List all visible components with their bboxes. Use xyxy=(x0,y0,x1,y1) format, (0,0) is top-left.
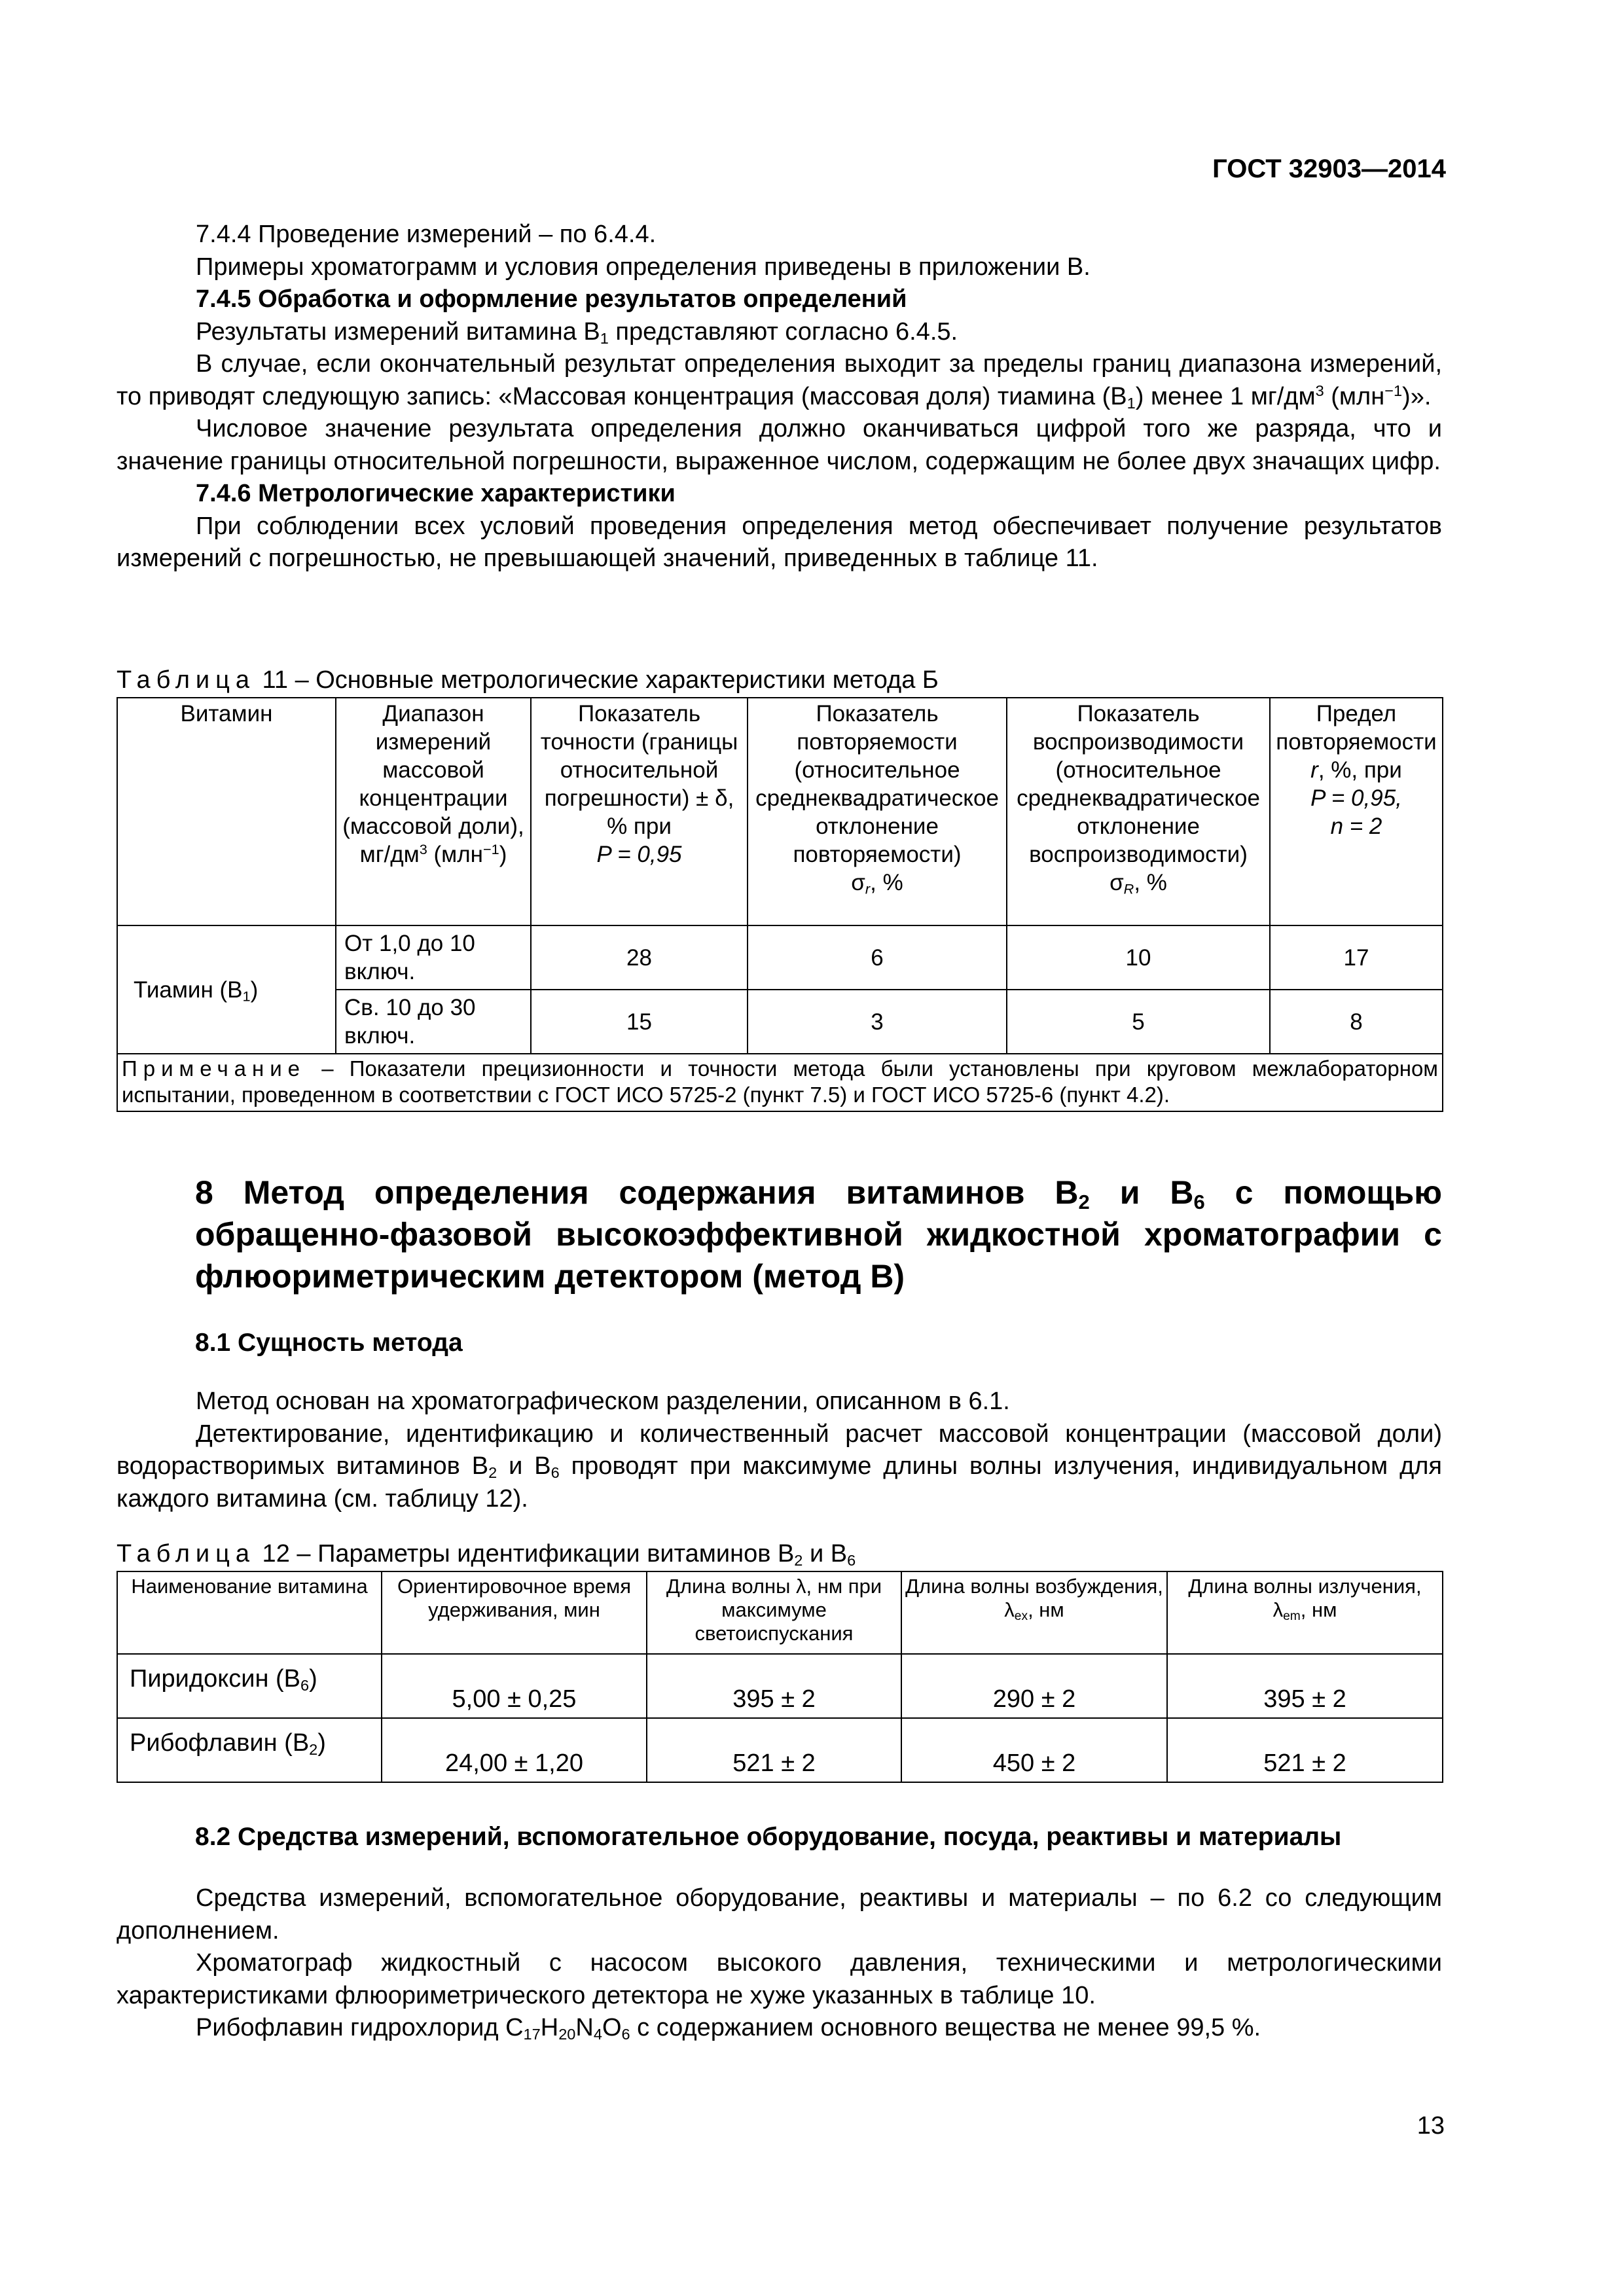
table-12-caption: Таблица 12 – Параметры идентификации витаминов $В_2$ и $В_6$ xyxy=(117,1540,856,1569)
table-12-header-row xyxy=(117,1571,1443,1654)
table-row xyxy=(117,925,1443,990)
paragraph-compliance: При соблюдении всех условий проведения определения метод обеспечивает получение результатов измерений с погрешностью, не превышающей значений, приведенных в таблице 11. xyxy=(117,512,1442,572)
sr-cell: 6 xyxy=(748,925,1007,990)
document-header: ГОСТ 32903—2014 xyxy=(1212,154,1446,183)
wavelength-cell: 521 ± 2 xyxy=(647,1718,901,1782)
header-retention-time: Ориентировочное время удерживания, мин xyxy=(382,1571,647,1654)
paragraph-results: Результаты измерений витамина $В_1$ представляют согласно 6.4.5. xyxy=(196,317,958,347)
paragraph-means: Средства измерений, вспомогательное оборудование, реактивы и материалы – по 6.2 со следующим дополнением. xyxy=(117,1884,1442,1945)
sr-cell: 3 xyxy=(748,990,1007,1054)
header-range: Диапазон измерений массовой концентрации (массовой доли), $мг/дм^3$ (млн$^{-1}$) xyxy=(336,698,531,925)
vitamin-cell: Тиамин $(В_1)$ xyxy=(117,925,336,1054)
page-number: 13 xyxy=(1416,2112,1445,2140)
retention-time-cell: 24,00 ± 1,20 xyxy=(382,1718,647,1782)
paragraph-method-basis: Метод основан на хроматографическом разделении, описанном в 6.1. xyxy=(196,1388,1010,1415)
section-7-4-text xyxy=(117,219,1442,575)
range-cell: Св. 10 до 30 включ. xyxy=(336,990,531,1054)
header-excitation: Длина волны возбуждения, $\lambda_{ex}$, нм xyxy=(901,1571,1167,1654)
paragraph-out-of-range: В случае, если окончательный результат определения выходит за пределы границ диапазона измерений, то приводят следующую запись: «Массовая концентрация (массовая доля) тиамина $(В_1)$ менее 1 $мг/дм^3$ (млн$^{-1}$)». xyxy=(117,350,1442,412)
heading-8-2: 8.2 Средства измерений, вспомогательное оборудование, посуда, реактивы и материалы xyxy=(195,1823,1342,1851)
header-repeatability: Показатель повторяемости (относительное среднеквадратическое отклонение повторяемости) $\sigma_r$, % xyxy=(748,698,1007,925)
paragraph-riboflavin: Рибофлавин гидрохлорид $C_{17}H_{20}N_4O_6$ с содержанием основного вещества не менее 99,5 %. xyxy=(196,2014,1261,2043)
header-vitamin-name: Наименование витамина xyxy=(117,1571,382,1654)
paragraph-examples: Примеры хроматограмм и условия определения приведены в приложении В. xyxy=(196,253,1091,281)
emission-cell: 521 ± 2 xyxy=(1167,1718,1443,1782)
heading-8-1: 8.1 Сущность метода xyxy=(195,1329,463,1357)
table-11-header-row xyxy=(117,698,1443,925)
table-row xyxy=(117,1718,1443,1782)
vitamin-name-cell: Рибофлавин $(В_2)$ xyxy=(117,1718,382,1782)
excitation-cell: 290 ± 2 xyxy=(901,1654,1167,1718)
section-8-2-text xyxy=(117,1882,1442,2045)
table-row xyxy=(117,1654,1443,1718)
table-11 xyxy=(117,697,1443,1112)
section-8-title: 8 Метод определения содержания витаминов $В_2$ и $В_6$ с помощью обращенно-фазовой высокоэффективной жидкостной хроматографии с флюориметрическим детектором (метод В) xyxy=(195,1174,1442,1295)
table-11-note-row xyxy=(117,1054,1443,1111)
section-8-1-text xyxy=(117,1386,1442,1515)
sR-cell: 10 xyxy=(1007,925,1270,990)
table-11-caption: Таблица 11 – Основные метрологические характеристики метода Б xyxy=(117,666,939,694)
header-repeat-limit: Предел повторяемости r, %, при P = 0,95, n = 2 xyxy=(1270,698,1443,925)
table-11-note: Примечание – Показатели прецизионности и точности метода были установлены при круговом межлабораторном испытании, проведенном в соответствии с ГОСТ ИСО 5725-2 (пункт 7.5) и ГОСТ ИСО 5725-6 (пункт 4.2). xyxy=(117,1054,1443,1111)
header-emission: Длина волны излучения, $\lambda_{em}$, нм xyxy=(1167,1571,1443,1654)
excitation-cell: 450 ± 2 xyxy=(901,1718,1167,1782)
paragraph-7-4-4: 7.4.4 Проведение измерений – по 6.4.4. xyxy=(196,221,657,248)
emission-cell: 395 ± 2 xyxy=(1167,1654,1443,1718)
heading-7-4-6: 7.4.6 Метрологические характеристики xyxy=(196,480,676,507)
heading-7-4-5: 7.4.5 Обработка и оформление результатов определений xyxy=(196,285,907,313)
delta-cell: 15 xyxy=(531,990,748,1054)
r-cell: 17 xyxy=(1270,925,1443,990)
header-accuracy: Показатель точности (границы относительной погрешности) ± δ, % при P = 0,95 xyxy=(531,698,748,925)
sR-cell: 5 xyxy=(1007,990,1270,1054)
header-vitamin: Витамин xyxy=(117,698,336,925)
range-cell: От 1,0 до 10 включ. xyxy=(336,925,531,990)
wavelength-cell: 395 ± 2 xyxy=(647,1654,901,1718)
paragraph-numeric-value: Числовое значение результата определения должно оканчиваться цифрой того же разряда, что и значение границы относительной погрешности, выраженное числом, содержащим не более двух значащих цифр. xyxy=(117,415,1442,475)
delta-cell: 28 xyxy=(531,925,748,990)
r-cell: 8 xyxy=(1270,990,1443,1054)
header-reproducibility: Показатель воспроизводимости (относительное среднеквадратическое отклонение воспроизводимости) $\sigma_R$, % xyxy=(1007,698,1270,925)
table-12 xyxy=(117,1571,1443,1783)
vitamin-name-cell: Пиридоксин $(В_6)$ xyxy=(117,1654,382,1718)
paragraph-detection: Детектирование, идентификацию и количественный расчет массовой концентрации (массовой доли) водорастворимых витаминов $В_2$ и $В_6$ проводят при максимуме длины волны излучения, индивидуальном для каждого витамина (см. таблицу 12). xyxy=(117,1420,1442,1513)
paragraph-chromatograph: Хроматограф жидкостный с насосом высокого давления, техническими и метрологическими характеристиками флюориметрического детектора не хуже указанных в таблице 10. xyxy=(117,1949,1442,2009)
retention-time-cell: 5,00 ± 0,25 xyxy=(382,1654,647,1718)
header-wavelength-max: Длина волны λ, нм при максимуме светоиспускания xyxy=(647,1571,901,1654)
